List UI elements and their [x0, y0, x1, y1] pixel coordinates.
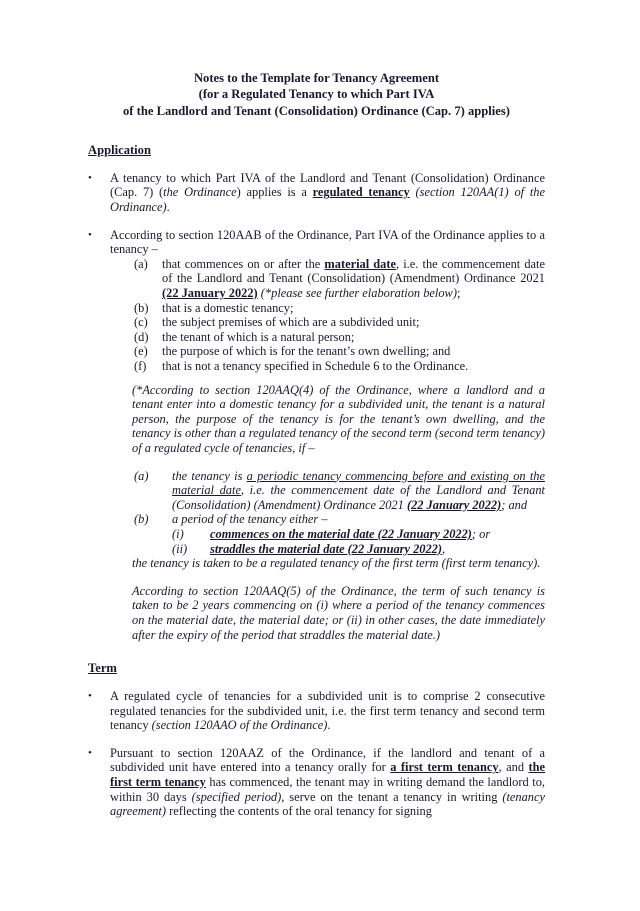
spacer — [110, 374, 545, 383]
app-b1-period: . — [166, 200, 170, 215]
term-b2-specified-period: (specified period) — [191, 789, 282, 804]
term-b1-section-ref: (section 120AAO of the Ordinance) — [151, 718, 328, 733]
alpha-c-text: the subject premises of which are a subdivided unit; — [162, 315, 420, 330]
term-bullet-2 — [88, 746, 545, 819]
term-b2-tenancy-agreement: (tenancy agreement) — [110, 789, 545, 819]
alpha-a-semicolon: ; — [456, 286, 461, 301]
app-b1-part-a: A tenancy to which Part IVA of the Landlord and Tenant (Consolidation) Ordinance (Cap. 7) ( — [110, 170, 545, 200]
term-b2-t7: , serve on the tenant a tenancy in writing — [281, 789, 503, 804]
alpha-e-text: the purpose of which is for the tenant’s own dwelling; and — [162, 344, 451, 359]
alpha-item-e — [110, 344, 545, 359]
note-roman-item-ii — [132, 542, 545, 557]
document-title — [88, 70, 545, 119]
elaboration-note-block — [132, 383, 545, 643]
note-roman-marker-ii: (ii) — [172, 541, 188, 556]
term-b2-t9: reflecting the contents of the oral tenancy for signing — [165, 804, 432, 819]
alpha-marker-b: (b) — [134, 300, 149, 315]
note-paragraph-1: (*According to section 120AAQ(4) of the Ordinance, where a landlord and a tenant enter into a domestic tenancy for a subdivided unit, the tenant is a natural person, the purpose of the tenancy is for the tenant’s own dwelling, and the tenancy is other than a regulated tenancy of the second term (second term tenancy) of a regulated cycle of tenancies, if – — [132, 382, 545, 455]
alpha-marker-f: (f) — [134, 359, 147, 374]
app-b1-section-ref: (section 120AA(1) of the Ordinance) — [110, 185, 545, 215]
alpha-a-t1: that commences on or after the — [162, 256, 325, 271]
alpha-marker-d: (d) — [134, 329, 149, 344]
alpha-marker-e: (e) — [134, 344, 148, 359]
term-heading-wrap — [88, 659, 545, 689]
term-b2-first-term-tenancy-2: the first term tenancy — [110, 760, 546, 790]
application-bullet-2 — [88, 228, 545, 642]
note-roman-marker-i: (i) — [172, 526, 184, 541]
term-b1-t1: A regulated cycle of tenancies for a subdivided unit is to comprise 2 consecutive regulated tenancies for the subdivided unit, i.e. the first term tenancy and second term tenancy — [110, 689, 545, 733]
term-b1-period: . — [327, 718, 331, 733]
app-b1-part-c: ) applies is a — [236, 185, 313, 200]
note-i-text: commences on the material date (22 January 2022) — [210, 526, 472, 541]
title-line-3: of the Landlord and Tenant (Consolidation) Ordinance (Cap. 7) applies) — [123, 103, 510, 118]
note-alpha-marker-b: (b) — [134, 512, 149, 527]
alpha-b-text: that is a domestic tenancy; — [162, 300, 294, 315]
application-heading-wrap — [88, 141, 545, 171]
note-a-t5: ; and — [501, 497, 528, 512]
application-alpha-list — [110, 257, 545, 374]
note-alpha-marker-a: (a) — [134, 468, 149, 483]
note-paragraph-2: According to section 120AAQ(5) of the Ordinance, the term of such tenancy is taken to be 2 years commencing on (i) where a period of the tenancy commences on the material date, the material date; or (ii) in other cases, the date immediately after the expiry of the period that straddles the material date.) — [132, 583, 545, 642]
note-b-t1: a period of the tenancy either – — [172, 512, 328, 527]
alpha-a-material-date: material date — [324, 256, 396, 271]
alpha-a-date: (22 January 2022) — [162, 286, 258, 301]
term-b2-t1: Pursuant to section 120AAZ of the Ordinance, if the landlord and tenant of a subdivided unit have entered into a tenancy orally for — [110, 745, 545, 775]
note-ii-text: straddles the material date (22 January 2022) — [210, 541, 442, 556]
app-b2-lead: According to section 120AAB of the Ordinance, Part IVA of the Ordinance applies to a tenancy – — [110, 227, 545, 257]
note-ii-tail: , — [441, 541, 446, 556]
alpha-d-text: the tenant of which is a natural person; — [162, 329, 355, 344]
term-b2-first-term-tenancy-1: a first term tenancy — [390, 760, 499, 775]
alpha-a-t3: , i.e. the commencement date of the Landlord and Tenant (Consolidation) (Amendment) Ordinance 2021 — [162, 256, 545, 286]
alpha-a-note: (*please see further elaboration below) — [260, 286, 457, 301]
note-alpha-item-b — [132, 512, 545, 527]
term-bullet-1 — [88, 689, 545, 733]
app-b1-regulated-tenancy: regulated tenancy — [312, 185, 410, 200]
term-b2-t3: , and — [498, 760, 529, 775]
note-a-periodic-tenancy: a periodic tenancy commencing before and existing on the material date — [172, 468, 545, 498]
alpha-item-b — [110, 301, 545, 316]
note-a-date: (22 January 2022) — [406, 497, 502, 512]
app-b1-the-ordinance: the Ordinance — [163, 185, 237, 200]
note-alpha-item-a — [132, 469, 545, 513]
note-a-t1: the tenancy is — [172, 468, 247, 483]
alpha-marker-a: (a) — [134, 256, 148, 271]
alpha-item-a — [110, 257, 545, 301]
title-line-1: Notes to the Template for Tenancy Agreement — [193, 71, 440, 85]
alpha-f-text: that is not a tenancy specified in Schedule 6 to the Ordinance. — [162, 359, 469, 374]
section-heading-term: Term — [88, 661, 117, 676]
alpha-item-d — [110, 330, 545, 345]
alpha-item-c — [110, 315, 545, 330]
alpha-marker-c: (c) — [134, 315, 148, 330]
note-roman-item-i — [132, 527, 545, 542]
note-i-tail: ; or — [471, 526, 491, 541]
term-b2-t5: has commenced, the tenant may in writing demand the landlord to, within 30 days — [110, 775, 545, 804]
note-a-t3: , i.e. the commencement date of the Landlord and Tenant (Consolidation) (Amendment) Ordinance 2021 — [172, 483, 545, 512]
section-heading-application: Application — [88, 142, 151, 157]
alpha-item-f — [110, 359, 545, 374]
application-bullet-1 — [88, 171, 545, 215]
note-closing-line: the tenancy is taken to be a regulated tenancy of the first term (first term tenancy). — [132, 556, 541, 571]
title-line-2: (for a Regulated Tenancy to which Part IVA — [198, 87, 435, 102]
